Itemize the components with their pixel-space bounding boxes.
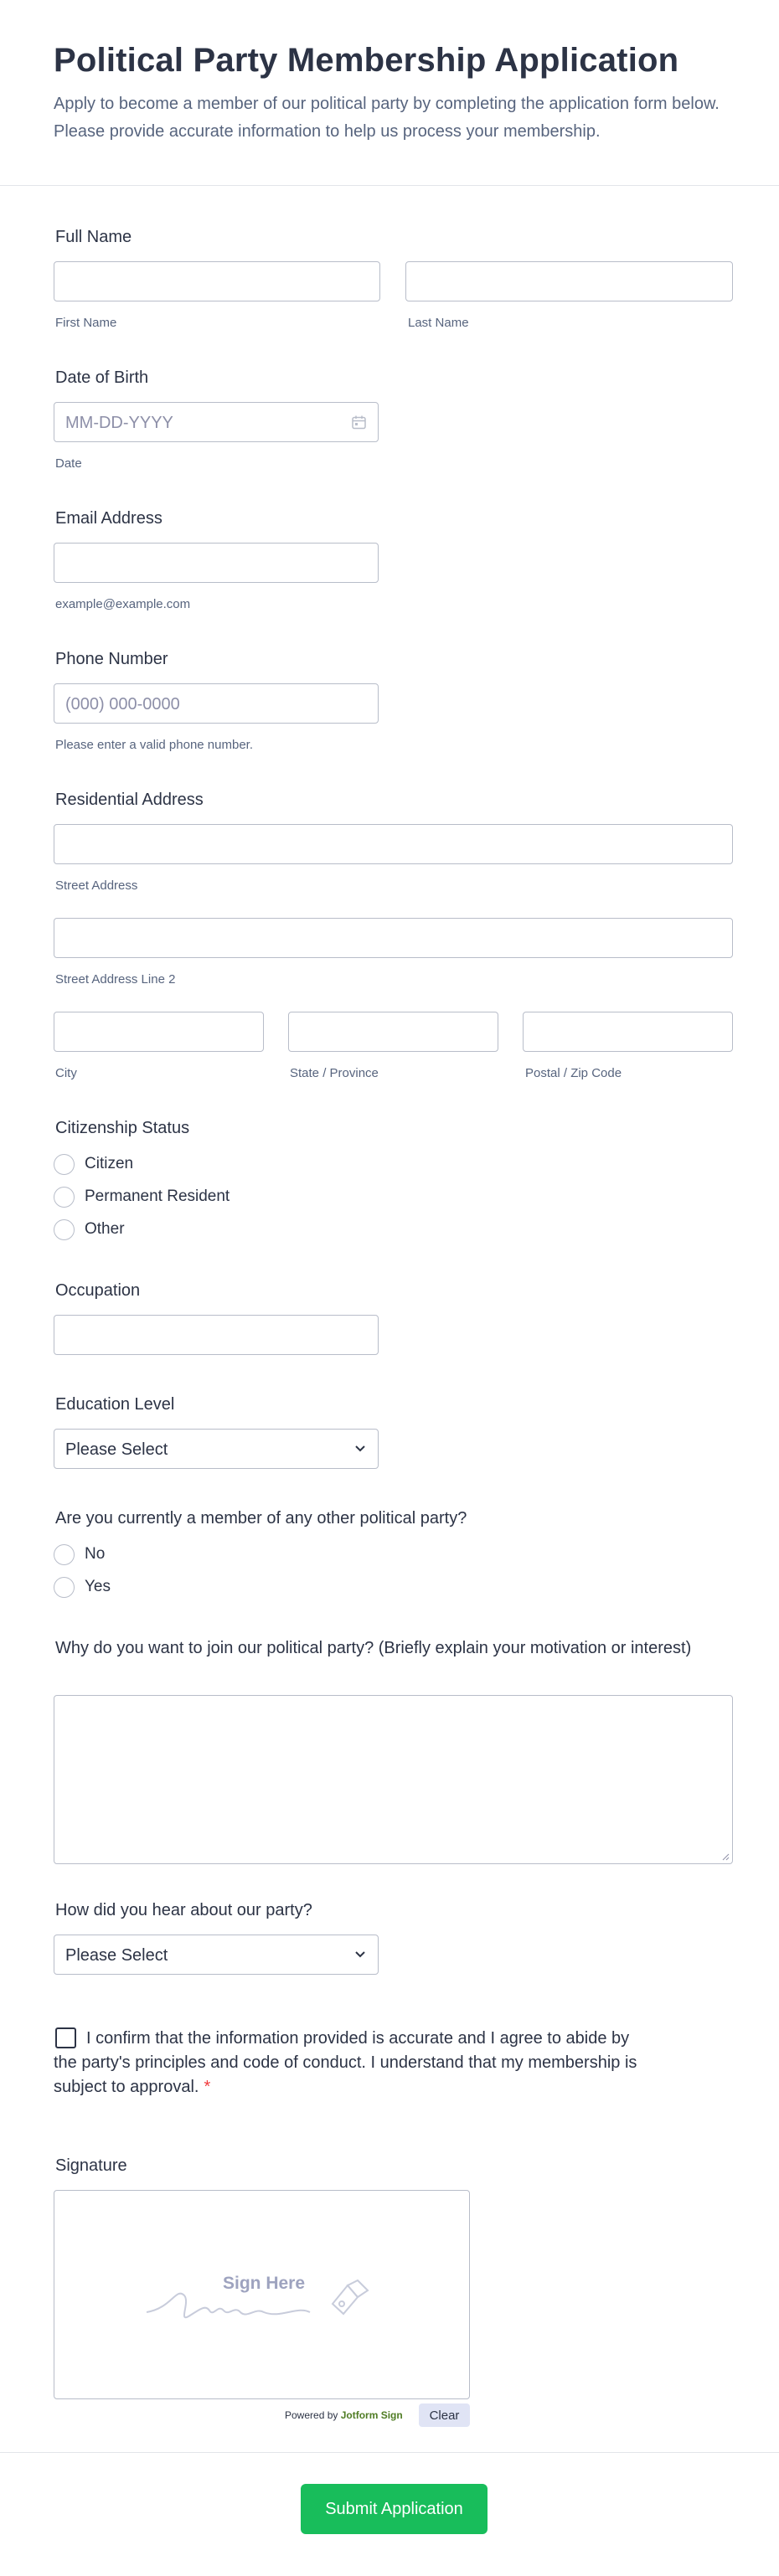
radio-button[interactable] — [54, 1577, 75, 1598]
required-mark: * — [204, 2078, 211, 2096]
phone-placeholder: (000) 000-0000 — [65, 695, 180, 714]
zip-sublabel: Postal / Zip Code — [525, 1066, 622, 1080]
occupation-input[interactable] — [54, 1315, 379, 1355]
citizenship-label: Citizenship Status — [55, 1119, 190, 1137]
city-sublabel: City — [55, 1066, 77, 1080]
consent-checkbox[interactable] — [55, 2027, 76, 2048]
last-name-sublabel: Last Name — [408, 316, 469, 330]
form-description: Apply to become a member of our political party by completing the application form below. Please provide accurate information to help us process your membership. — [54, 95, 720, 141]
zip-input[interactable] — [523, 1012, 733, 1052]
signature-label: Signature — [55, 2156, 127, 2175]
email-sublabel: example@example.com — [55, 597, 191, 611]
other-party-label: Are you currently a member of any other political party? — [55, 1509, 467, 1528]
address-label: Residential Address — [55, 791, 204, 809]
powered-by — [285, 2409, 403, 2421]
submit-button[interactable]: Submit Application — [301, 2484, 488, 2534]
street-address-line2-input[interactable] — [54, 918, 733, 958]
radio-label: Citizen — [85, 1155, 134, 1172]
chevron-down-icon — [354, 1445, 366, 1453]
radio-label: Other — [85, 1220, 125, 1238]
full-name-label: Full Name — [55, 228, 132, 246]
consent-text — [54, 2027, 657, 2099]
form-header — [0, 0, 779, 186]
street-address-line2-sublabel: Street Address Line 2 — [55, 972, 176, 987]
first-name-sublabel: First Name — [55, 316, 117, 330]
resize-handle-icon[interactable] — [721, 1852, 730, 1861]
sign-here-placeholder: Sign Here — [223, 2274, 306, 2293]
clear-signature-button[interactable]: Clear — [419, 2403, 470, 2427]
radio-label: Permanent Resident — [85, 1188, 230, 1205]
signature-pad[interactable] — [54, 2190, 470, 2399]
education-select[interactable] — [54, 1429, 379, 1469]
radio-button[interactable] — [54, 1219, 75, 1240]
dob-placeholder: MM-DD-YYYY — [65, 414, 173, 432]
hear-about-label: How did you hear about our party? — [55, 1901, 312, 1919]
street-address-sublabel: Street Address — [55, 878, 138, 893]
education-select-value: Please Select — [65, 1440, 168, 1459]
occupation-label: Occupation — [55, 1281, 141, 1300]
hear-about-select[interactable] — [54, 1935, 379, 1975]
phone-sublabel: Please enter a valid phone number. — [55, 738, 253, 752]
motivation-label: Why do you want to join our political party? (Briefly explain your motivation or interest) — [55, 1639, 692, 1657]
hear-about-select-value: Please Select — [65, 1946, 168, 1965]
radio-button[interactable] — [54, 1154, 75, 1175]
email-label: Email Address — [55, 509, 163, 528]
form-title: Political Party Membership Application — [54, 42, 679, 79]
education-label: Education Level — [55, 1395, 175, 1414]
state-sublabel: State / Province — [290, 1066, 379, 1080]
radio-button[interactable] — [54, 1544, 75, 1565]
motivation-textarea[interactable] — [54, 1695, 733, 1864]
last-name-input[interactable] — [405, 261, 733, 301]
city-input[interactable] — [54, 1012, 264, 1052]
jotform-sign-link[interactable]: Jotform Sign — [340, 2409, 403, 2421]
radio-label: No — [85, 1545, 106, 1563]
calendar-icon[interactable] — [352, 415, 366, 430]
phone-label: Phone Number — [55, 650, 168, 668]
state-input[interactable] — [288, 1012, 498, 1052]
radio-button[interactable] — [54, 1187, 75, 1208]
footer-divider — [0, 2452, 779, 2453]
dob-label: Date of Birth — [55, 368, 149, 387]
chevron-down-icon — [354, 1950, 366, 1959]
street-address-input[interactable] — [54, 824, 733, 864]
radio-label: Yes — [85, 1578, 111, 1595]
phone-input[interactable] — [54, 683, 379, 724]
dob-input[interactable] — [54, 402, 379, 442]
first-name-input[interactable] — [54, 261, 380, 301]
email-input[interactable] — [54, 543, 379, 583]
powered-by-prefix: Powered by — [285, 2409, 338, 2421]
dob-sublabel: Date — [55, 456, 82, 471]
consent-text-content: I confirm that the information provided is accurate and I agree to abide by the party's principles and code of conduct. I understand that my membership is subject to approval. — [54, 2029, 637, 2096]
